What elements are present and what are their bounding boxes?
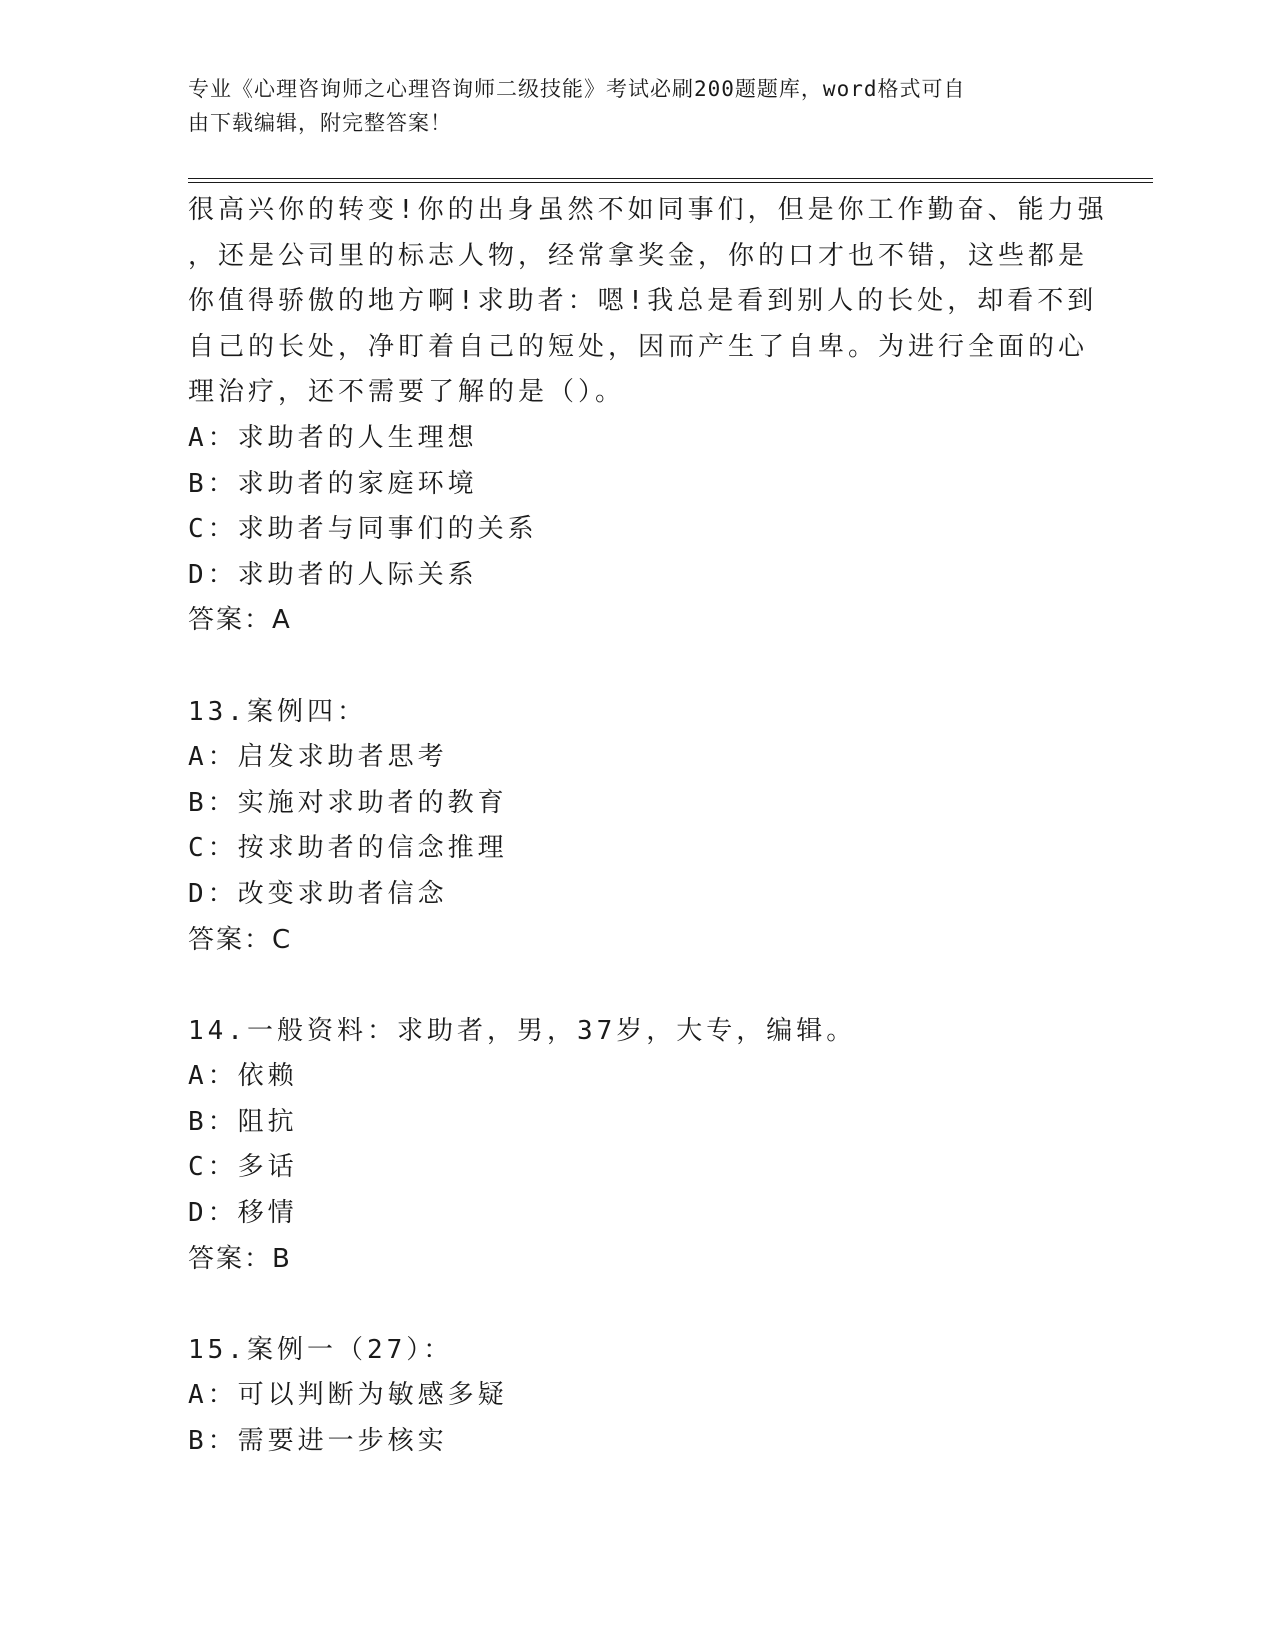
header-divider-top [188,178,1153,179]
question-14-block [188,1009,1088,1283]
option-d: D：求助者的人际关系 [188,559,478,590]
option-b: B：实施对求助者的教育 [188,787,508,818]
question-content [188,188,1108,1465]
option-b: B：需要进一步核实 [188,1426,448,1457]
question-stem: 15.案例一（27）： [188,1334,454,1365]
question-13-block [188,690,1088,964]
question-stem-line: 很高兴你的转变!你的出身虽然不如同事们，但是你工作勤奋、能力强 [188,195,1108,225]
question-stem-line: 你值得骄傲的地方啊!求助者：嗯!我总是看到别人的长处，却看不到 [188,286,1098,317]
option-b: B：阻抗 [188,1106,298,1137]
question-stem-line: 理治疗，还不需要了解的是（）。 [188,377,626,408]
page-header [188,72,1068,140]
option-d: D：改变求助者信念 [188,878,448,909]
option-a: A：依赖 [188,1061,298,1092]
question-stem-line: ，还是公司里的标志人物，经常拿奖金，你的口才也不错，这些都是 [188,240,1089,271]
option-c: C：求助者与同事们的关系 [188,514,538,545]
answer-label: 答案：B [188,1243,292,1274]
option-c: C：按求助者的信念推理 [188,833,508,864]
header-title-line-1: 专业《心理咨询师之心理咨询师二级技能》考试必刷200题题库，word格式可自 [188,77,966,101]
question-12-block [188,188,1108,644]
question-stem-line: 自己的长处，净盯着自己的短处，因而产生了自卑。为进行全面的心 [188,331,1089,362]
spacer [188,644,1088,690]
option-b: B：求助者的家庭环境 [188,468,478,499]
option-a: A：求助者的人生理想 [188,422,478,453]
spacer [188,1282,1088,1328]
header-title-line-2: 由下载编辑，附完整答案！ [188,111,452,135]
header-divider-bottom [188,182,1153,183]
question-15-block [188,1328,1088,1465]
option-c: C：多话 [188,1152,298,1183]
answer-label: 答案：A [188,605,292,636]
spacer [188,963,1088,1009]
option-a: A：启发求助者思考 [188,742,448,773]
answer-label: 答案：C [188,924,293,955]
question-stem: 13.案例四： [188,696,367,727]
question-stem: 14.一般资料：求助者，男，37岁，大专，编辑。 [188,1015,857,1046]
option-d: D：移情 [188,1198,298,1229]
option-a: A：可以判断为敏感多疑 [188,1380,508,1411]
